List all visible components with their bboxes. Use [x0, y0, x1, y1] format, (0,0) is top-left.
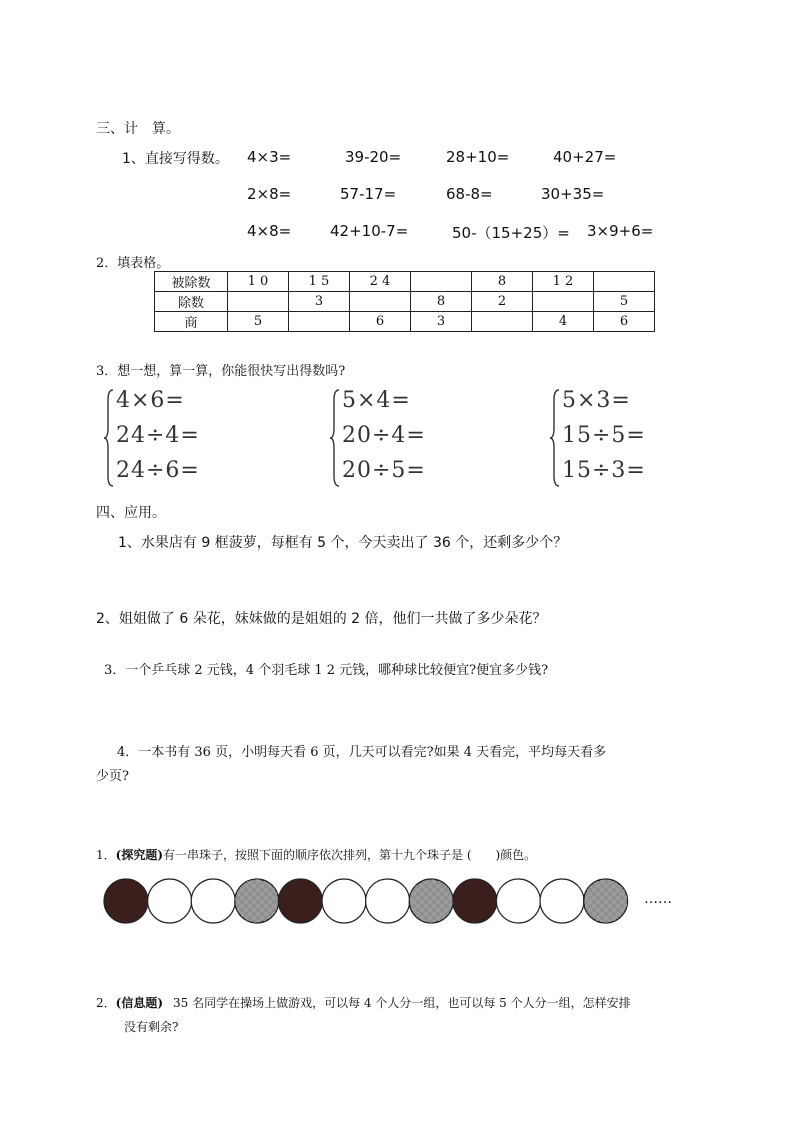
brace-group-3	[550, 388, 670, 488]
brace-icon	[104, 388, 114, 488]
expr: 3×9+6=	[587, 222, 654, 240]
expr: 40+27=	[553, 148, 617, 166]
problem-2: 2、姐姐做了 6 朵花，妹妹做的是姐姐的 2 倍，他们一共做了多少朵花？	[96, 611, 547, 627]
bead-black	[104, 879, 148, 923]
equation: 4×6=	[116, 388, 185, 413]
bead-white	[540, 879, 584, 923]
expr: 39-20=	[345, 148, 402, 166]
expr: 42+10-7=	[330, 222, 409, 240]
bead-white	[148, 879, 192, 923]
expr: 30+35=	[541, 185, 605, 203]
expr: 68-8=	[446, 185, 493, 203]
problem-4-line1: 4．一本书有 36 页，小明每天看 6 页，几天可以看完?如果 4 天看完，平均每天看多	[117, 745, 607, 760]
explore-tag: (探究题)	[115, 848, 163, 862]
division-table	[154, 271, 655, 332]
section4-title: 四、应用。	[96, 505, 166, 521]
table-cell: 6	[594, 312, 655, 332]
info-text: 35 名同学在操场上做游戏，可以每 4 个人分一组，也可以每 5 个人分一组，怎样安排	[173, 996, 631, 1010]
table-row	[155, 272, 655, 292]
explore-number: 1．	[96, 848, 116, 862]
bead-white	[322, 879, 366, 923]
equation: 20÷5=	[342, 458, 426, 483]
table-cell	[228, 292, 289, 312]
table-cell: 1 5	[289, 272, 350, 292]
table-cell: 1 2	[533, 272, 594, 292]
bead-ellipsis: ……	[644, 891, 672, 907]
table-cell: 8	[411, 292, 472, 312]
expr: 2×8=	[247, 185, 292, 203]
bead-black	[453, 879, 497, 923]
table-cell	[533, 292, 594, 312]
table-cell	[350, 292, 411, 312]
info-question-line2: 没有剩余?	[124, 1020, 179, 1034]
bead-pattern	[409, 879, 453, 923]
info-number: 2．	[96, 996, 116, 1010]
expr: 4×3=	[247, 148, 292, 166]
info-tag: (信息题)	[115, 996, 163, 1010]
brace-icon	[550, 388, 560, 488]
equation: 15÷3=	[562, 458, 646, 483]
problem-1: 1、水果店有 9 框菠萝，每框有 5 个，今天卖出了 36 个，还剩多少个？	[118, 535, 568, 551]
equation: 15÷5=	[562, 423, 646, 448]
bead-pattern	[235, 879, 279, 923]
section3-title: 三、计 算。	[96, 121, 180, 137]
table-cell: 6	[350, 312, 411, 332]
q2-label: 2．填表格。	[96, 256, 170, 271]
equation: 5×4=	[342, 388, 411, 413]
equation: 20÷4=	[342, 423, 426, 448]
problem-4-line2: 少页?	[96, 769, 129, 784]
table-cell: 5	[228, 312, 289, 332]
table-cell: 1 0	[228, 272, 289, 292]
table-cell: 5	[594, 292, 655, 312]
expr: 28+10=	[446, 148, 510, 166]
info-question-line1	[96, 994, 631, 1011]
explore-text: 有一串珠子，按照下面的顺序依次排列，第十九个珠子是 ( )颜色。	[163, 848, 537, 862]
expr: 50-（15+25）=	[452, 224, 570, 242]
bead-white	[496, 879, 540, 923]
bead-white	[366, 879, 410, 923]
q3-label: 3．想一想，算一算，你能很快写出得数吗?	[96, 364, 346, 379]
table-cell: 2 4	[350, 272, 411, 292]
table-cell: 2	[472, 292, 533, 312]
expr: 4×8=	[247, 222, 292, 240]
equation: 5×3=	[562, 388, 631, 413]
problem-3: 3．一个乒乓球 2 元钱，4 个羽毛球 1 2 元钱，哪种球比较便宜?便宜多少钱?	[104, 663, 549, 678]
table-cell: 8	[472, 272, 533, 292]
bead-black	[278, 879, 322, 923]
table-cell: 3	[289, 292, 350, 312]
brace-icon	[330, 388, 340, 488]
bead-pattern	[584, 879, 628, 923]
row-header-divisor: 除数	[155, 292, 228, 312]
table-cell: 4	[533, 312, 594, 332]
table-cell	[289, 312, 350, 332]
table-cell	[411, 272, 472, 292]
table-row	[155, 292, 655, 312]
q1-label: 1、直接写得数。	[122, 151, 229, 167]
table-cell: 3	[411, 312, 472, 332]
table-cell	[594, 272, 655, 292]
bead-white	[191, 879, 235, 923]
row-header-quotient: 商	[155, 312, 228, 332]
brace-group-2	[330, 388, 450, 488]
table-cell	[472, 312, 533, 332]
row-header-dividend: 被除数	[155, 272, 228, 292]
expr: 57-17=	[340, 185, 397, 203]
explore-question	[96, 846, 536, 863]
table-row	[155, 312, 655, 332]
bead-string	[96, 876, 696, 926]
equation: 24÷6=	[116, 458, 200, 483]
equation: 24÷4=	[116, 423, 200, 448]
brace-group-1	[104, 388, 224, 488]
